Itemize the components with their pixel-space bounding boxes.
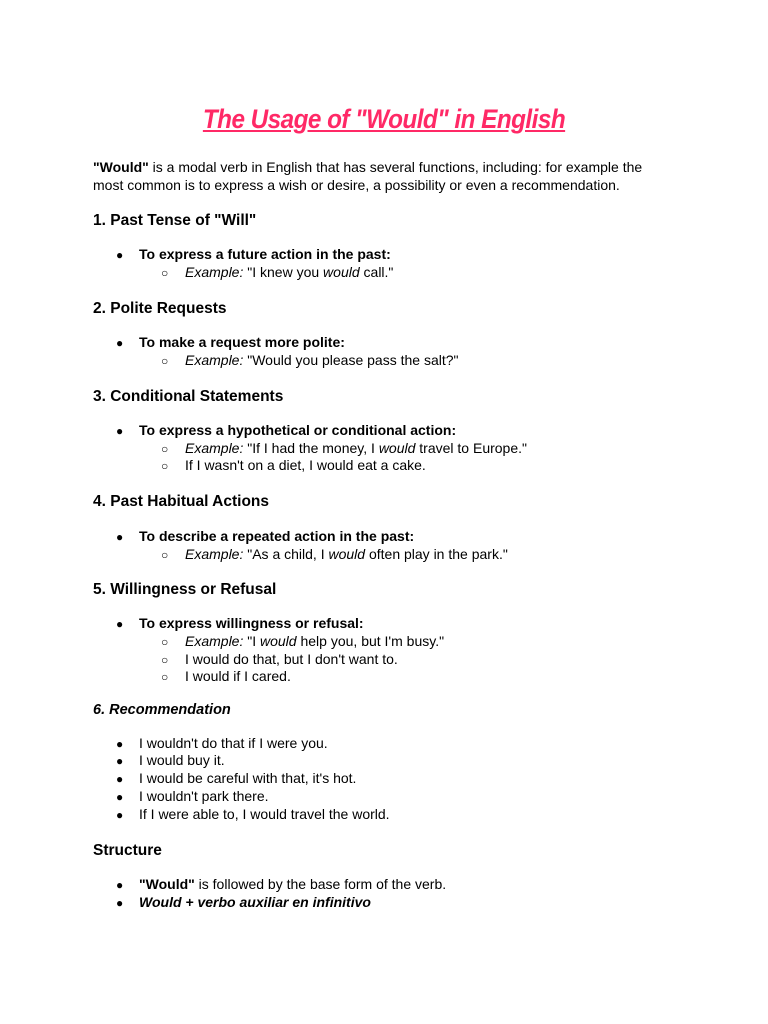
example-label: Example: (185, 633, 244, 649)
list-item-text: I would be careful with that, it's hot. (139, 770, 357, 786)
bullet-text: To express a future action in the past: (139, 246, 391, 262)
bullet-icon: ● (116, 737, 124, 751)
bullet-icon: ● (116, 808, 124, 822)
bullet-icon: ● (116, 248, 124, 262)
circle-bullet-icon: ○ (161, 354, 169, 368)
bullet-text: To describe a repeated action in the past: (139, 528, 415, 544)
example-emphasis: would (323, 264, 360, 280)
example-emphasis: would (260, 633, 297, 649)
sub-list-item (161, 456, 426, 475)
example-text: call." (359, 264, 394, 280)
list-item (116, 421, 456, 440)
list-item (116, 805, 390, 824)
section-heading-polite-requests: 2. Polite Requests (93, 300, 227, 317)
circle-bullet-icon: ○ (161, 548, 169, 562)
circle-bullet-icon: ○ (161, 442, 169, 456)
sub-list-item (161, 545, 508, 564)
list-item-text: is followed by the base form of the verb. (194, 876, 447, 892)
bullet-icon: ● (116, 617, 124, 631)
example-label: Example: (185, 546, 244, 562)
bullet-icon: ● (116, 878, 124, 892)
intro-line1: is a modal verb in English that has several functions, including: for example the (148, 159, 643, 175)
example-text: help you, but I'm busy." (296, 633, 445, 649)
list-item-text: I would buy it. (139, 752, 225, 768)
intro-paragraph (93, 158, 642, 194)
example-text: travel to Europe." (415, 440, 527, 456)
bullet-icon: ● (116, 790, 124, 804)
bullet-icon: ● (116, 754, 124, 768)
bullet-icon: ● (116, 530, 124, 544)
circle-bullet-icon: ○ (161, 635, 169, 649)
example-label: Example: (185, 264, 244, 280)
intro-bold: "Would" (93, 159, 149, 175)
section-heading-past-tense: 1. Past Tense of "Will" (93, 212, 257, 229)
section-heading-willingness: 5. Willingness or Refusal (93, 581, 277, 598)
circle-bullet-icon: ○ (161, 266, 169, 280)
sub-list-item (161, 351, 459, 370)
example-text: "If I had the money, I (243, 440, 379, 456)
example-text: often play in the park." (365, 546, 508, 562)
bullet-icon: ● (116, 424, 124, 438)
list-item (116, 893, 371, 912)
list-item-text: If I were able to, I would travel the world. (139, 806, 390, 822)
circle-bullet-icon: ○ (161, 670, 169, 684)
example-text: "I knew you (243, 264, 324, 280)
section-heading-conditional: 3. Conditional Statements (93, 388, 284, 405)
bullet-text: To express willingness or refusal: (139, 615, 364, 631)
page-title: The Usage of "Would" in English (202, 104, 566, 134)
bullet-icon: ● (116, 772, 124, 786)
list-item (116, 245, 391, 264)
sub-item-text: If I wasn't on a diet, I would eat a cake. (185, 457, 426, 473)
list-item (116, 751, 225, 770)
list-item (116, 614, 364, 633)
example-emphasis: would (378, 440, 416, 456)
list-item (116, 769, 356, 788)
example-label: Example: (185, 440, 244, 456)
list-item-text: I wouldn't park there. (139, 788, 269, 804)
section-heading-habitual: 4. Past Habitual Actions (93, 493, 269, 510)
structure-formula: Would + verbo auxiliar en infinitivo (139, 894, 371, 910)
sub-item-text: I would do that, but I don't want to. (185, 651, 398, 667)
list-item (116, 527, 414, 546)
bullet-icon: ● (116, 336, 124, 350)
example-text: "As a child, I (243, 546, 329, 562)
sub-item-text: I would if I cared. (185, 668, 291, 684)
circle-bullet-icon: ○ (161, 459, 169, 473)
example-text: "Would you please pass the salt?" (243, 352, 459, 368)
example-emphasis: would (328, 546, 366, 562)
example-text: "I (243, 633, 260, 649)
intro-line2: most common is to express a wish or desire, a possibility or even a recommendation. (93, 177, 620, 193)
bullet-icon: ● (116, 896, 124, 910)
list-item (116, 787, 269, 806)
bullet-text: To express a hypothetical or conditional action: (139, 422, 457, 438)
structure-bold: "Would" (139, 876, 195, 892)
list-item (116, 875, 446, 894)
example-label: Example: (185, 352, 244, 368)
sub-list-item (161, 263, 393, 282)
list-item (116, 333, 345, 352)
bullet-text: To make a request more polite: (139, 334, 345, 350)
list-item-text: I wouldn't do that if I were you. (139, 735, 328, 751)
sub-list-item (161, 632, 444, 651)
circle-bullet-icon: ○ (161, 653, 169, 667)
sub-list-item (161, 667, 291, 686)
section-heading-recommendation: 6. Recommendation (93, 702, 231, 718)
section-heading-structure: Structure (93, 842, 162, 859)
